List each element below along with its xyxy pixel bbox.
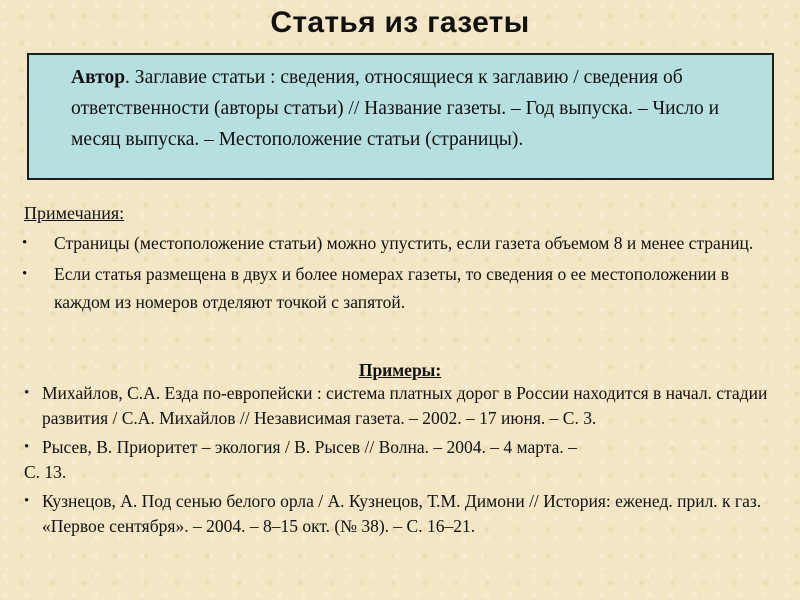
example-text: Рысев, В. Приоритет – экология / В. Рысев // Волна. – 2004. – 4 марта. – xyxy=(42,437,577,457)
notes-heading: Примечания: xyxy=(24,203,125,223)
note-text: Страницы (местоположение статьи) можно упустить, если газета объемом 8 и менее страниц. xyxy=(54,233,754,253)
list-item xyxy=(0,229,780,257)
notes-list xyxy=(0,229,780,319)
bullet-icon: • xyxy=(22,266,28,282)
bullet-icon: • xyxy=(24,493,30,509)
example-text-continuation: С. 13. xyxy=(24,462,67,482)
list-item xyxy=(0,381,785,431)
note-text: Если статья размещена в двух и более номерах газеты, то сведения о ее местоположении в каждом из номеров отделяют точкой с запятой. xyxy=(54,264,730,312)
page-title: Статья из газеты xyxy=(270,6,530,39)
bullet-icon: • xyxy=(22,235,28,251)
list-item xyxy=(0,435,785,485)
examples-list xyxy=(0,381,785,543)
example-text: Михайлов, С.А. Езда по-европейски : система платных дорог в России находится в начал. стадии развития / С.А. Михайлов // Независимая газета. – 2002. – 17 июня. – С. 3. xyxy=(42,383,768,428)
bullet-icon: • xyxy=(24,385,30,401)
format-text: . Заглавие статьи : сведения, относящиеся к заглавию / сведения об ответственности (авторы статьи) // Название газеты. – Год выпуска. – Число и месяц выпуска. – Местоположение статьи (страницы). xyxy=(71,67,720,150)
list-item xyxy=(0,260,780,316)
example-text: Кузнецов, А. Под сенью белого орла / А. Кузнецов, Т.М. Димони // История: еженед. прил. к газ. «Первое сентября». – 2004. – 8–15 окт. (№ 38). – С. 16–21. xyxy=(42,491,762,536)
format-author: Автор xyxy=(71,67,126,88)
bullet-icon: • xyxy=(24,439,30,455)
format-template-box xyxy=(27,53,774,180)
list-item xyxy=(0,489,785,539)
examples-heading: Примеры: xyxy=(358,360,442,380)
